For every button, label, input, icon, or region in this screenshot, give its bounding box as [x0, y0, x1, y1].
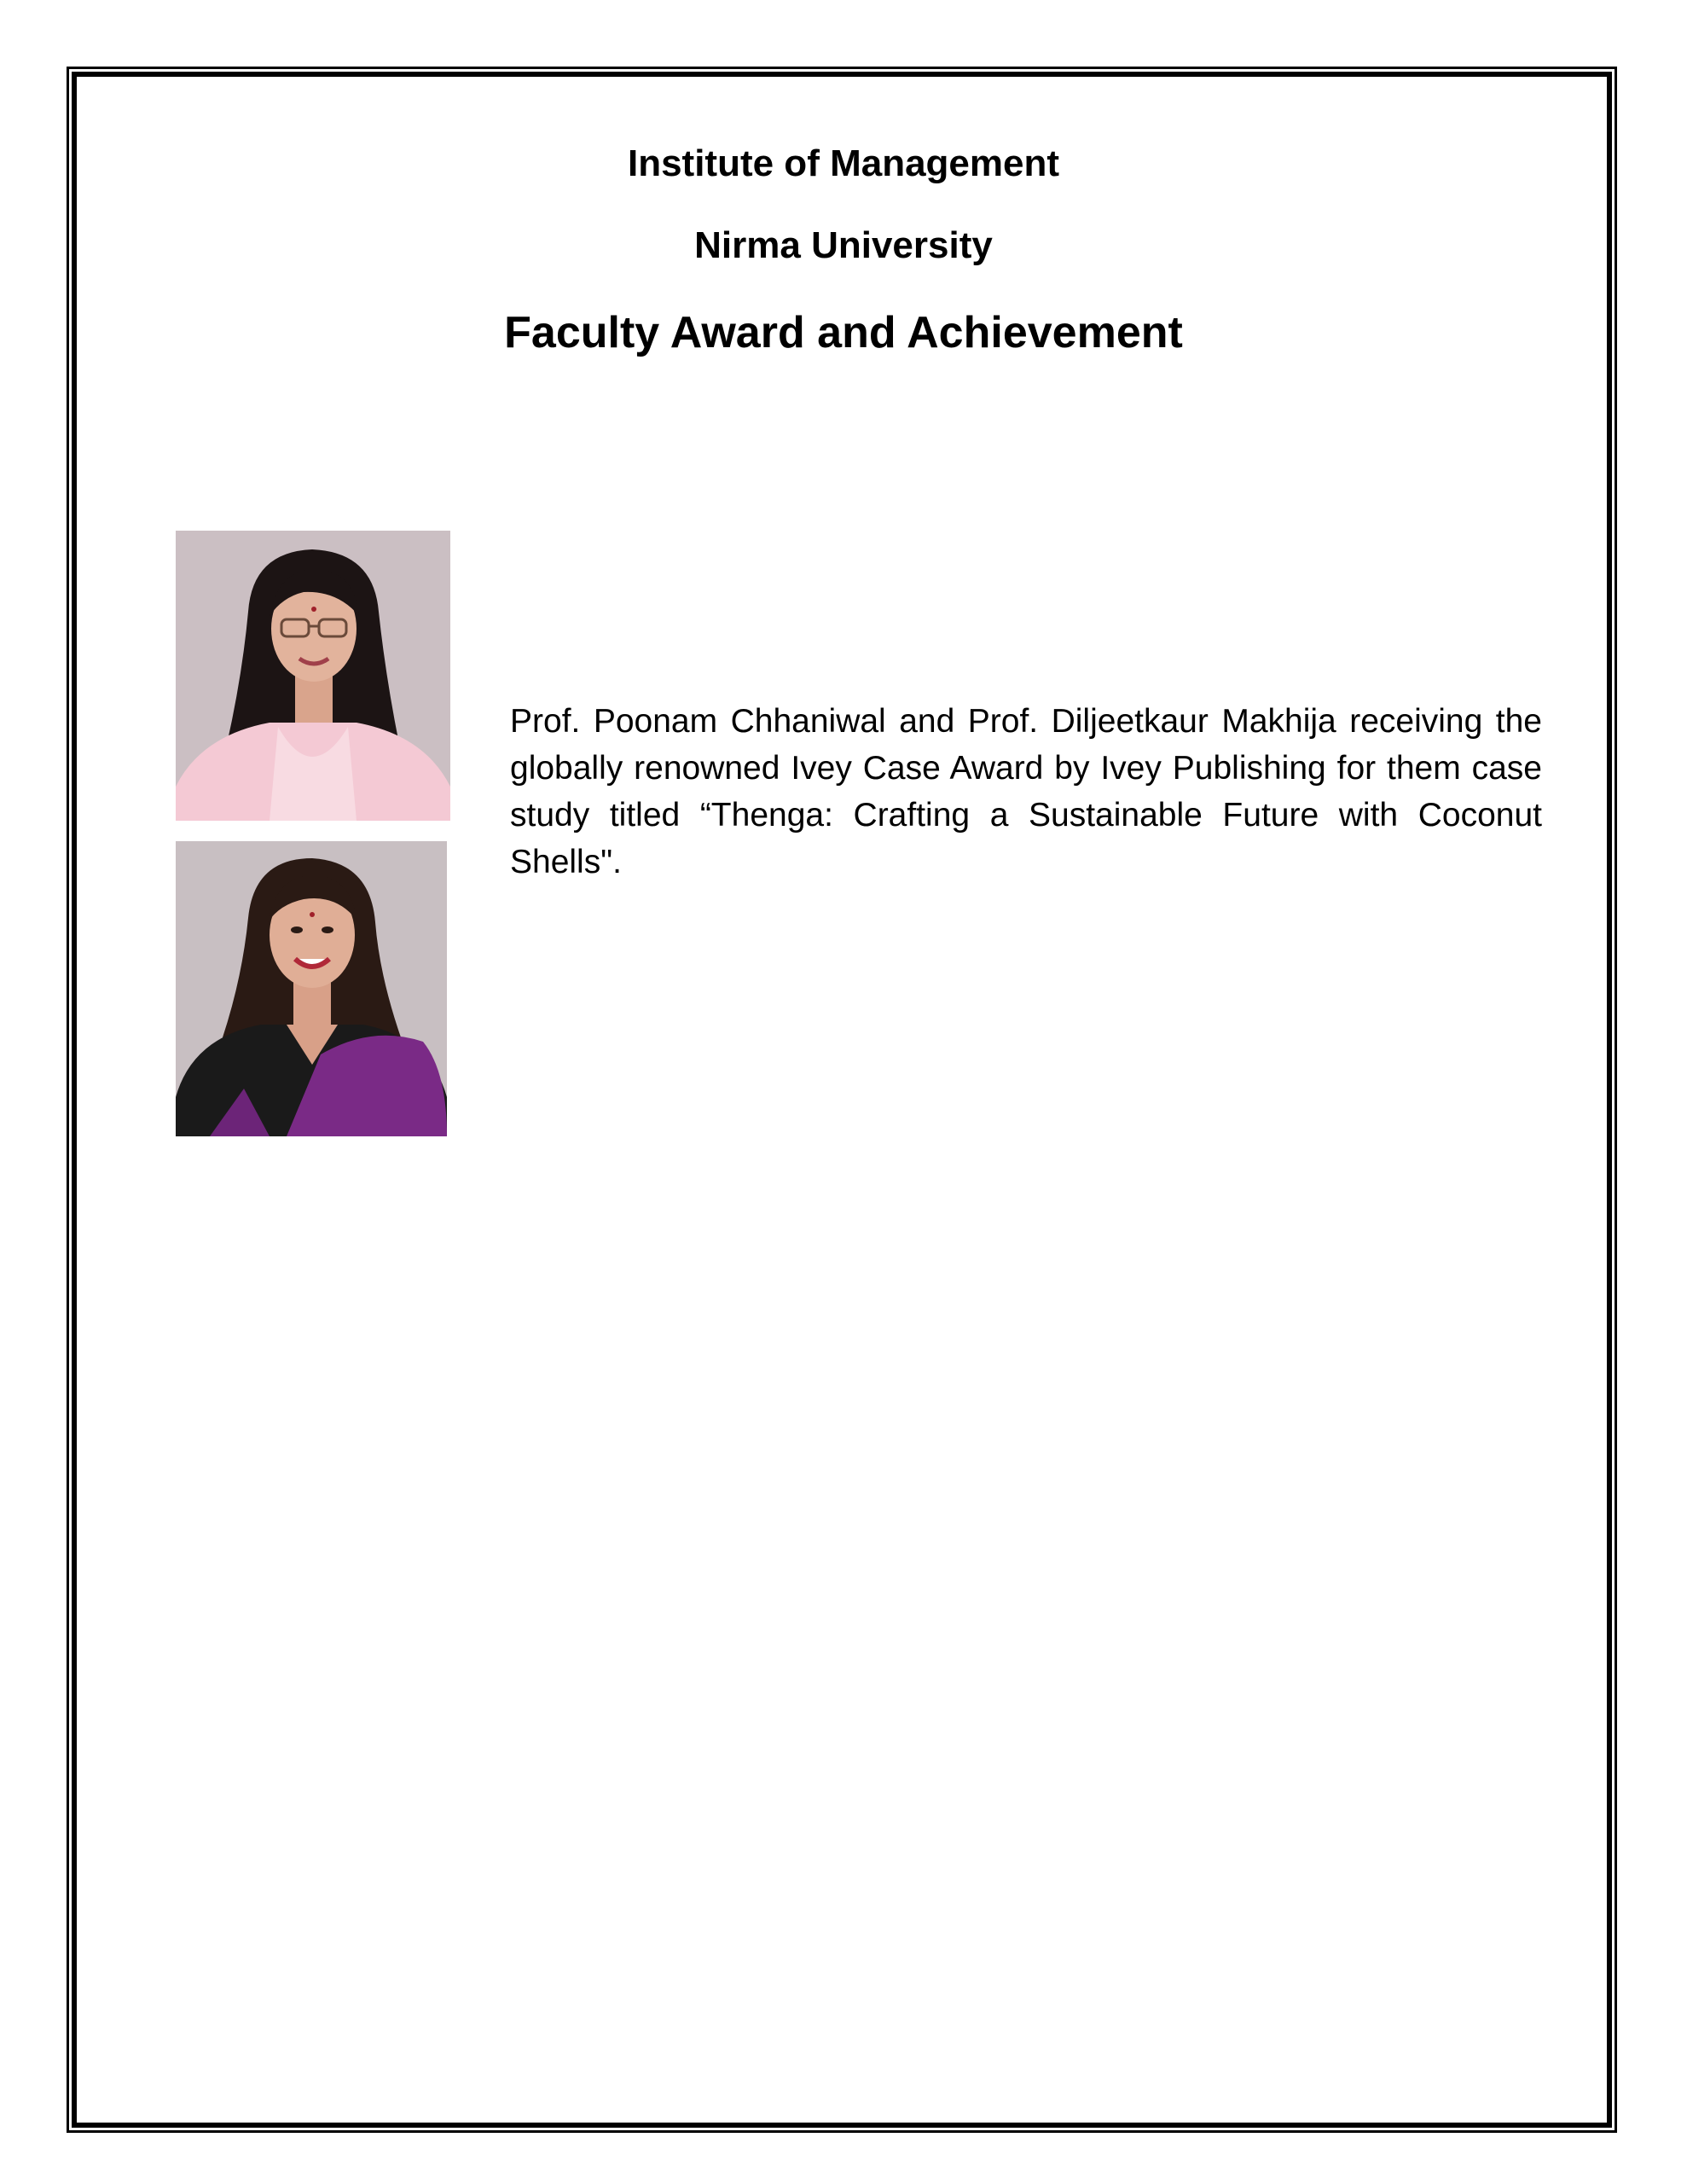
university-name: Nirma University — [694, 224, 993, 266]
faculty-portrait-icon — [176, 531, 450, 821]
faculty-portrait-icon — [176, 841, 447, 1136]
page-title: Faculty Award and Achievement — [504, 308, 1183, 357]
faculty-photo-diljeetkaur-makhija — [176, 841, 447, 1136]
institute-name: Institute of Management — [627, 142, 1060, 184]
faculty-photo-poonam-chhaniwal — [176, 531, 450, 821]
award-description: Prof. Poonam Chhaniwal and Prof. Diljeetkaur Makhija receiving the globally renowned Ivey Case Award by Ivey Publishing for them case study titled “Thenga: Crafting a Sustainable Future with Coconut Shells". — [510, 703, 1542, 880]
